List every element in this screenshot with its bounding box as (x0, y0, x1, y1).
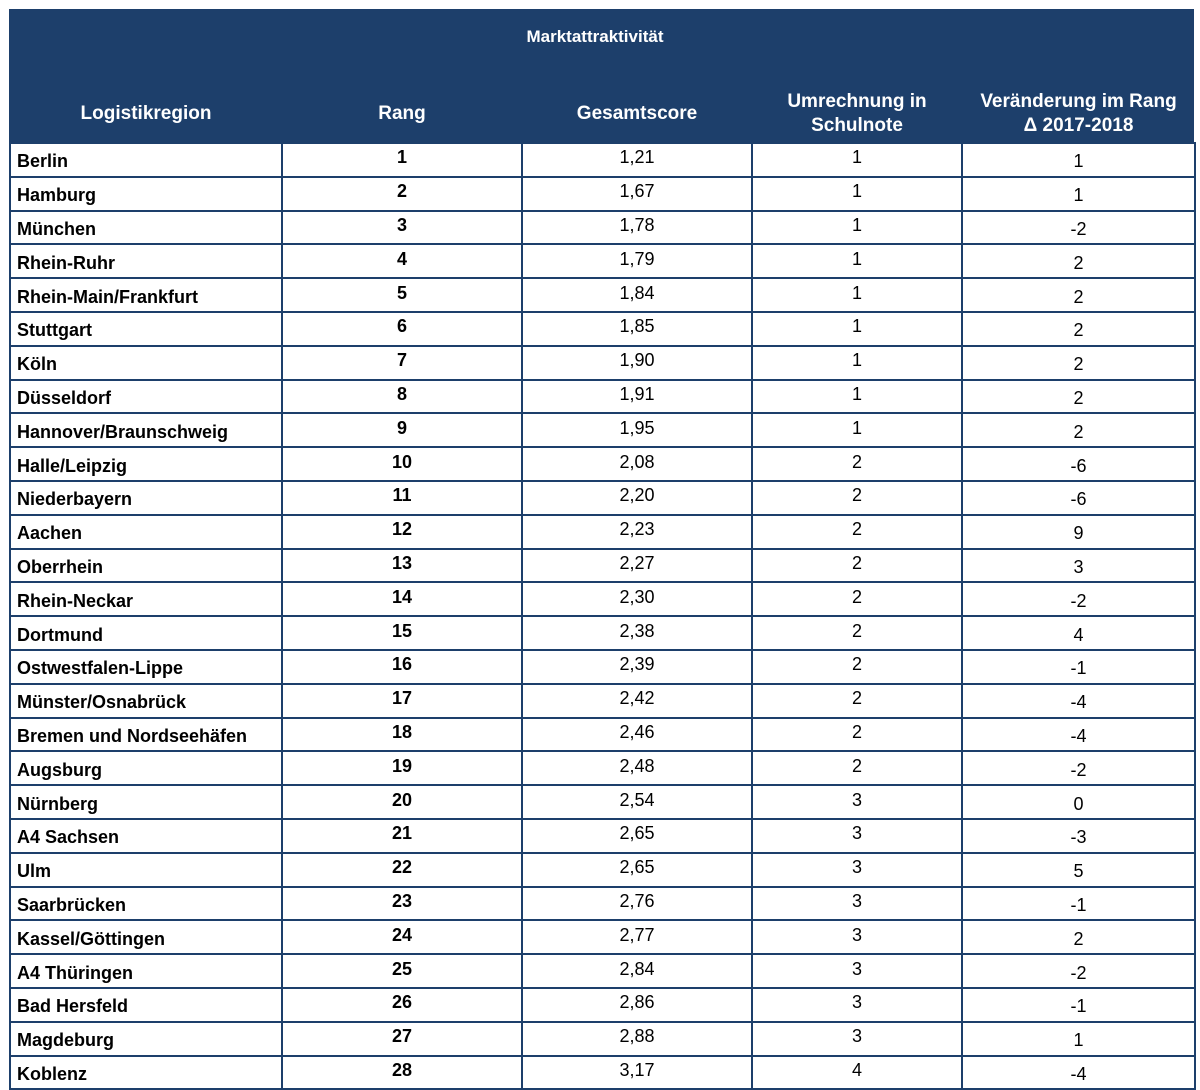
cell-rank: 21 (282, 819, 522, 853)
table-row (10, 887, 1195, 921)
cell-rank: 14 (282, 582, 522, 616)
cell-region: Aachen (10, 515, 282, 549)
cell-grade: 2 (752, 515, 962, 549)
cell-score: 2,76 (522, 887, 752, 921)
cell-change: -6 (962, 481, 1195, 515)
ranking-table (9, 86, 1196, 1090)
table-row (10, 380, 1195, 414)
cell-rank: 2 (282, 177, 522, 211)
cell-region: Magdeburg (10, 1022, 282, 1056)
cell-score: 2,39 (522, 650, 752, 684)
cell-grade: 3 (752, 887, 962, 921)
cell-region: Saarbrücken (10, 887, 282, 921)
cell-change: 1 (962, 143, 1195, 177)
table-title: Marktattraktivität (526, 27, 664, 46)
cell-change: 2 (962, 413, 1195, 447)
cell-rank: 13 (282, 549, 522, 583)
cell-region: München (10, 211, 282, 245)
table-body (10, 143, 1195, 1089)
cell-rank: 26 (282, 988, 522, 1022)
table-row (10, 312, 1195, 346)
cell-region: Ulm (10, 853, 282, 887)
table-row (10, 244, 1195, 278)
cell-change: 4 (962, 616, 1195, 650)
table-row (10, 920, 1195, 954)
cell-change: 2 (962, 278, 1195, 312)
cell-region: Köln (10, 346, 282, 380)
cell-rank: 7 (282, 346, 522, 380)
table-row (10, 582, 1195, 616)
cell-region: Stuttgart (10, 312, 282, 346)
cell-rank: 18 (282, 718, 522, 752)
table-row (10, 447, 1195, 481)
cell-region: Düsseldorf (10, 380, 282, 414)
cell-change: -4 (962, 684, 1195, 718)
cell-region: Augsburg (10, 751, 282, 785)
cell-score: 2,84 (522, 954, 752, 988)
cell-change: -1 (962, 988, 1195, 1022)
cell-grade: 2 (752, 718, 962, 752)
cell-rank: 9 (282, 413, 522, 447)
cell-rank: 3 (282, 211, 522, 245)
cell-score: 2,27 (522, 549, 752, 583)
cell-region: Kassel/Göttingen (10, 920, 282, 954)
cell-rank: 1 (282, 143, 522, 177)
table-row (10, 515, 1195, 549)
cell-grade: 1 (752, 346, 962, 380)
cell-change: -1 (962, 650, 1195, 684)
cell-rank: 23 (282, 887, 522, 921)
table-row (10, 819, 1195, 853)
table-row (10, 143, 1195, 177)
cell-grade: 1 (752, 244, 962, 278)
cell-score: 2,48 (522, 751, 752, 785)
cell-score: 2,20 (522, 481, 752, 515)
cell-region: Niederbayern (10, 481, 282, 515)
cell-grade: 2 (752, 549, 962, 583)
cell-score: 2,65 (522, 853, 752, 887)
cell-rank: 12 (282, 515, 522, 549)
cell-region: Halle/Leipzig (10, 447, 282, 481)
cell-score: 1,79 (522, 244, 752, 278)
cell-change: 9 (962, 515, 1195, 549)
cell-region: Hannover/Braunschweig (10, 413, 282, 447)
cell-score: 1,67 (522, 177, 752, 211)
cell-change: 2 (962, 920, 1195, 954)
cell-change: -2 (962, 954, 1195, 988)
header-change-line1: Veränderung im Rang (980, 91, 1177, 112)
cell-change: -4 (962, 1056, 1195, 1090)
cell-grade: 3 (752, 819, 962, 853)
cell-score: 1,91 (522, 380, 752, 414)
header-grade-line1: Umrechnung in (787, 91, 927, 112)
header-change (962, 86, 1195, 143)
cell-grade: 1 (752, 278, 962, 312)
table-row (10, 853, 1195, 887)
cell-region: Berlin (10, 143, 282, 177)
cell-change: 2 (962, 244, 1195, 278)
cell-region: Oberrhein (10, 549, 282, 583)
table-row (10, 988, 1195, 1022)
cell-grade: 1 (752, 211, 962, 245)
header-grade-line2: Schulnote (811, 115, 903, 136)
header-rank: Rang (378, 103, 426, 124)
cell-score: 2,38 (522, 616, 752, 650)
cell-region: Bad Hersfeld (10, 988, 282, 1022)
cell-region: Rhein-Ruhr (10, 244, 282, 278)
table-row (10, 549, 1195, 583)
cell-grade: 3 (752, 785, 962, 819)
cell-change: 2 (962, 380, 1195, 414)
cell-region: Münster/Osnabrück (10, 684, 282, 718)
table-row (10, 177, 1195, 211)
cell-rank: 27 (282, 1022, 522, 1056)
cell-score: 3,17 (522, 1056, 752, 1090)
cell-change: 1 (962, 1022, 1195, 1056)
cell-region: A4 Sachsen (10, 819, 282, 853)
table-row (10, 413, 1195, 447)
cell-score: 2,88 (522, 1022, 752, 1056)
table-row (10, 650, 1195, 684)
header-score: Gesamtscore (576, 103, 698, 124)
cell-grade: 1 (752, 413, 962, 447)
header-row (10, 86, 1195, 143)
cell-score: 2,54 (522, 785, 752, 819)
cell-change: 5 (962, 853, 1195, 887)
cell-rank: 20 (282, 785, 522, 819)
cell-rank: 11 (282, 481, 522, 515)
cell-rank: 5 (282, 278, 522, 312)
cell-change: -4 (962, 718, 1195, 752)
cell-rank: 10 (282, 447, 522, 481)
cell-rank: 24 (282, 920, 522, 954)
cell-grade: 3 (752, 988, 962, 1022)
cell-grade: 3 (752, 853, 962, 887)
cell-grade: 2 (752, 481, 962, 515)
cell-grade: 3 (752, 1022, 962, 1056)
cell-grade: 2 (752, 582, 962, 616)
cell-region: Bremen und Nordseehäfen (10, 718, 282, 752)
table-row (10, 1056, 1195, 1090)
table-row (10, 346, 1195, 380)
cell-change: -1 (962, 887, 1195, 921)
cell-change: -3 (962, 819, 1195, 853)
cell-rank: 28 (282, 1056, 522, 1090)
cell-grade: 2 (752, 684, 962, 718)
cell-rank: 19 (282, 751, 522, 785)
cell-score: 1,85 (522, 312, 752, 346)
cell-rank: 22 (282, 853, 522, 887)
cell-change: -2 (962, 582, 1195, 616)
cell-score: 2,86 (522, 988, 752, 1022)
cell-change: -2 (962, 211, 1195, 245)
table-row (10, 684, 1195, 718)
table-row (10, 211, 1195, 245)
cell-region: Hamburg (10, 177, 282, 211)
cell-change: 2 (962, 312, 1195, 346)
cell-score: 1,78 (522, 211, 752, 245)
cell-score: 2,30 (522, 582, 752, 616)
cell-change: 1 (962, 177, 1195, 211)
cell-grade: 2 (752, 447, 962, 481)
cell-rank: 6 (282, 312, 522, 346)
cell-grade: 1 (752, 177, 962, 211)
table-row (10, 751, 1195, 785)
cell-region: Koblenz (10, 1056, 282, 1090)
header-change-line2: Δ 2017-2018 (1023, 115, 1134, 136)
table-row (10, 785, 1195, 819)
cell-region: Nürnberg (10, 785, 282, 819)
cell-change: -6 (962, 447, 1195, 481)
cell-grade: 2 (752, 616, 962, 650)
cell-score: 2,65 (522, 819, 752, 853)
cell-change: 2 (962, 346, 1195, 380)
table-row (10, 954, 1195, 988)
cell-change: 0 (962, 785, 1195, 819)
cell-grade: 1 (752, 143, 962, 177)
cell-score: 1,95 (522, 413, 752, 447)
cell-score: 2,08 (522, 447, 752, 481)
cell-score: 2,46 (522, 718, 752, 752)
cell-score: 2,77 (522, 920, 752, 954)
header-region: Logistikregion (80, 103, 212, 124)
table-row (10, 1022, 1195, 1056)
cell-score: 1,90 (522, 346, 752, 380)
cell-rank: 17 (282, 684, 522, 718)
cell-region: A4 Thüringen (10, 954, 282, 988)
cell-region: Dortmund (10, 616, 282, 650)
cell-region: Rhein-Main/Frankfurt (10, 278, 282, 312)
table-row (10, 718, 1195, 752)
cell-grade: 4 (752, 1056, 962, 1090)
cell-grade: 1 (752, 380, 962, 414)
cell-rank: 4 (282, 244, 522, 278)
cell-rank: 25 (282, 954, 522, 988)
cell-region: Rhein-Neckar (10, 582, 282, 616)
table-row (10, 616, 1195, 650)
cell-rank: 16 (282, 650, 522, 684)
cell-change: -2 (962, 751, 1195, 785)
cell-region: Ostwestfalen-Lippe (10, 650, 282, 684)
cell-grade: 1 (752, 312, 962, 346)
cell-grade: 2 (752, 751, 962, 785)
cell-rank: 15 (282, 616, 522, 650)
cell-score: 2,42 (522, 684, 752, 718)
header-grade (752, 86, 962, 143)
cell-grade: 2 (752, 650, 962, 684)
cell-score: 1,84 (522, 278, 752, 312)
cell-rank: 8 (282, 380, 522, 414)
cell-grade: 3 (752, 954, 962, 988)
table-row (10, 481, 1195, 515)
cell-score: 1,21 (522, 143, 752, 177)
cell-grade: 3 (752, 920, 962, 954)
cell-score: 2,23 (522, 515, 752, 549)
table-row (10, 278, 1195, 312)
cell-change: 3 (962, 549, 1195, 583)
